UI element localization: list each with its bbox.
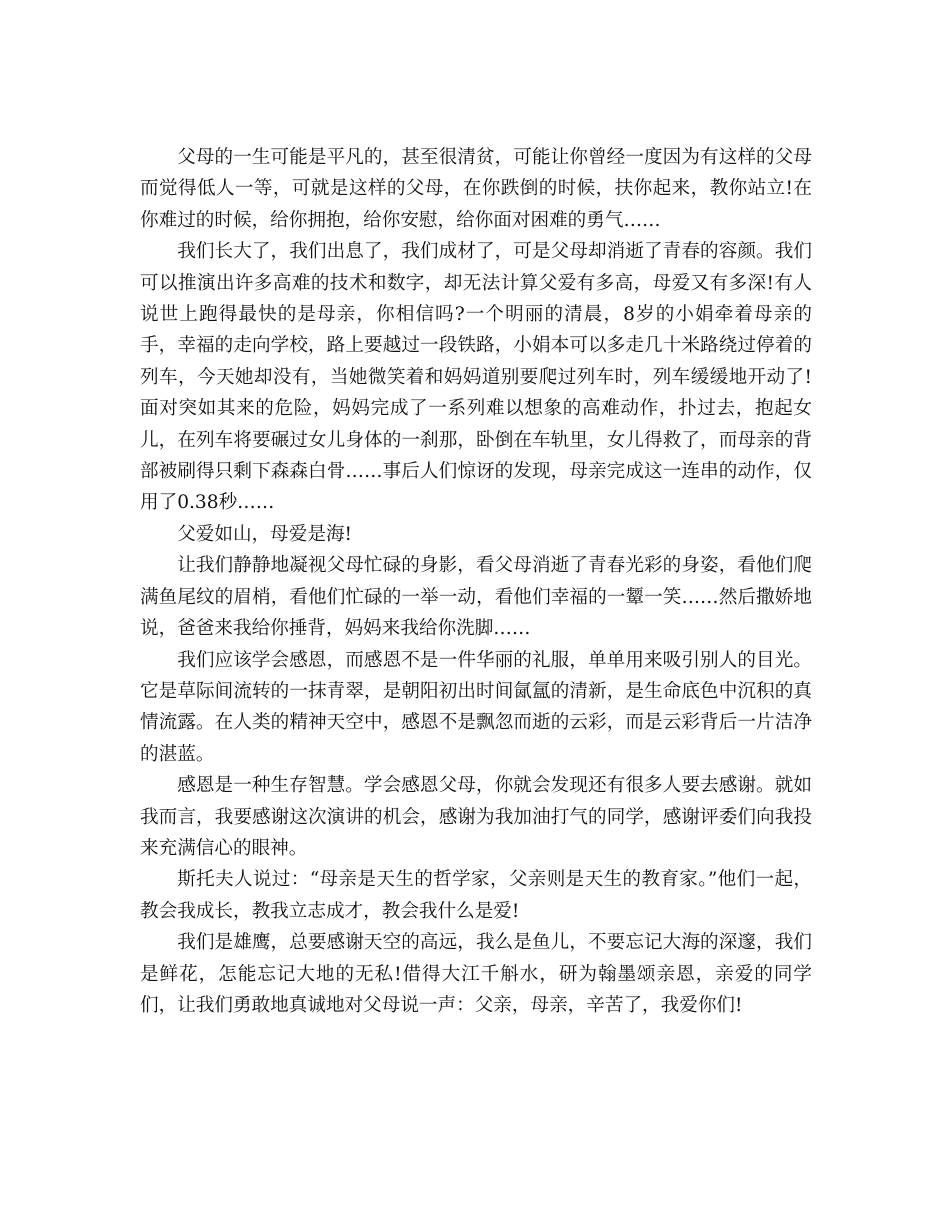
paragraph-6: 感恩是一种生存智慧。学会感恩父母，你就会发现还有很多人要去感谢。就如我而言，我要感谢这次演讲的机会，感谢为我加油打气的同学，感谢评委们向我投来充满信心的眼神。 [140, 775, 812, 859]
document-body [140, 142, 812, 1021]
paragraph-4: 让我们静静地凝视父母忙碌的身影，看父母消逝了青春光彩的身姿，看他们爬满鱼尾纹的眉梢，看他们忙碌的一举一动，看他们幸福的一颦一笑……然后撒娇地说，爸爸来我给你捶背，妈妈来我给你洗脚…… [140, 555, 812, 640]
paragraph-1: 父母的一生可能是平凡的，甚至很清贫，可能让你曾经一度因为有这样的父母而觉得低人一等，可就是这样的父母，在你跌倒的时候，扶你起来，教你站立!在你难过的时候，给你拥抱，给你安慰，给你面对困难的勇气…… [140, 147, 812, 231]
paragraph-2: 我们长大了，我们出息了，我们成材了，可是父母却消逝了青春的容颜。我们可以推演出许多高难的技术和数字，却无法计算父爱有多高，母爱又有多深!有人说世上跑得最快的是母亲，你相信吗?一个明丽的清晨，8岁的小娟牵着母亲的手，幸福的走向学校，路上要越过一段铁路，小娟本可以多走几十米路绕过停着的列车，今天她却没有，当她微笑着和妈妈道别要爬过列车时，列车缓缓地开动了!面对突如其来的危险，妈妈完成了一系列难以想象的高难动作，扑过去，抱起女儿，在列车将要碾过女儿身体的一刹那，卧倒在车轨里，女儿得救了，而母亲的背部被刷得只剩下森森白骨……事后人们惊讶的发现，母亲完成这一连串的动作，仅用了0.38秒…… [140, 241, 812, 514]
paragraph-5: 我们应该学会感恩，而感恩不是一件华丽的礼服，单单用来吸引别人的目光。它是草际间流转的一抹青翠，是朝阳初出时间氤氲的清新，是生命底色中沉积的真情流露。在人类的精神天空中，感恩不是飘忽而逝的云彩，而是云彩背后一片洁净的湛蓝。 [140, 649, 812, 765]
paragraph-3: 父爱如山，母爱是海! [177, 523, 353, 545]
paragraph-7: 斯托夫人说过：“母亲是天生的哲学家，父亲则是天生的教育家。”他们一起，教会我成长，教我立志成才，教会我什么是爱! [140, 869, 812, 922]
paragraph-8: 我们是雄鹰，总要感谢天空的高远，我么是鱼儿，不要忘记大海的深邃，我们是鲜花，怎能忘记大地的无私!借得大江千斛水，研为翰墨颂亲恩，亲爱的同学们，让我们勇敢地真诚地对父母说一声：父亲，母亲，辛苦了，我爱你们! [140, 932, 812, 1016]
